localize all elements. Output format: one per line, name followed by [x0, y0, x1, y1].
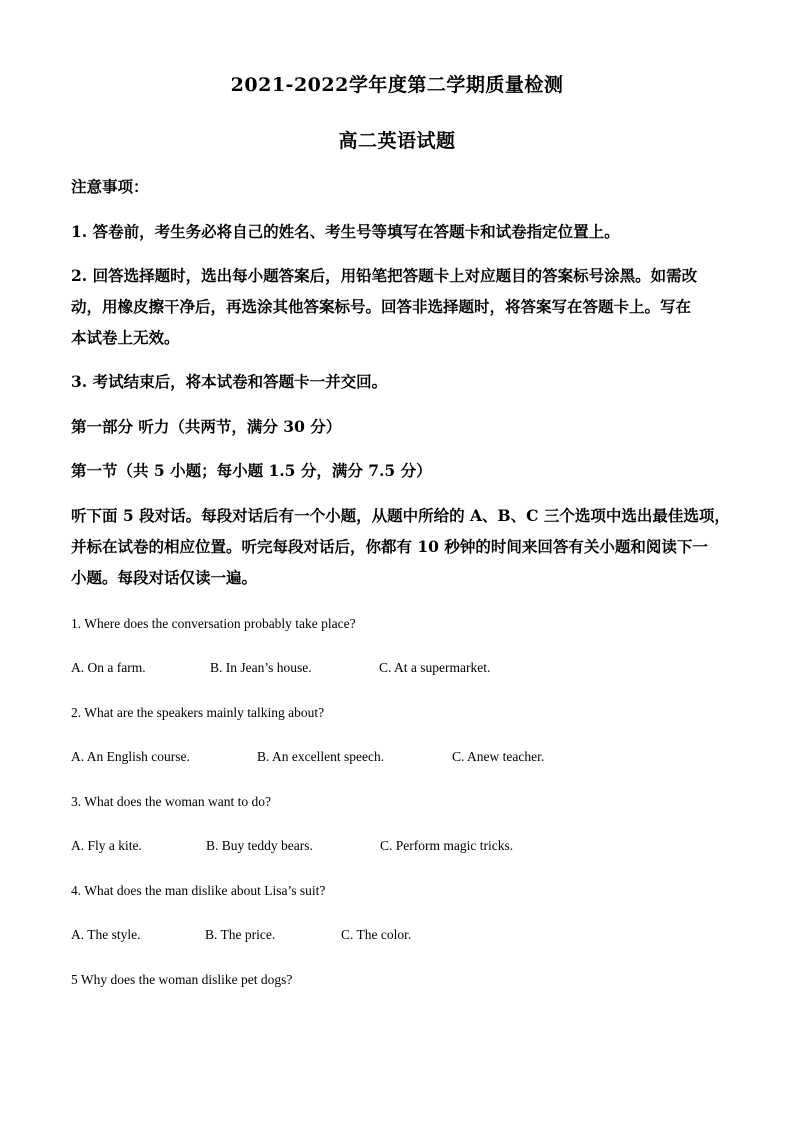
question-4-option-c: C. The color. — [341, 927, 412, 942]
question-4-stem: 4. What does the man dislike about Lisa’s suit? — [71, 883, 326, 898]
question-1-option-a: A. On a farm. — [71, 660, 146, 675]
question-2-option-b: B. An excellent speech. — [257, 749, 385, 764]
note-item-1: 1. 答卷前，考生务必将自己的姓名、考生号等填写在答题卡和试卷指定位置上。 — [71, 222, 620, 241]
section-one-heading: 第一节（共 5 小题；每小题 1.5 分，满分 7.5 分） — [71, 461, 432, 480]
question-1-option-b: B. In Jean’s house. — [210, 660, 312, 675]
part-one-heading: 第一部分 听力（共两节，满分 30 分） — [71, 417, 342, 436]
question-3-option-a: A. Fly a kite. — [71, 838, 142, 853]
question-1-option-c: C. At a supermarket. — [379, 660, 491, 675]
notes-heading: 注意事项： — [71, 177, 149, 196]
exam-subtitle: 高二英语试题 — [338, 130, 456, 152]
note-item-2-line-2: 动，用橡皮擦干净后，再选涂其他答案标号。回答非选择题时，将答案写在答题卡上。写在 — [71, 297, 692, 316]
question-4-option-b: B. The price. — [205, 927, 276, 942]
question-4-option-a: A. The style. — [71, 927, 141, 942]
instructions-line-3: 小题。每段对话仅读一遍。 — [71, 568, 258, 587]
question-2-option-a: A. An English course. — [71, 749, 190, 764]
question-3-stem: 3. What does the woman want to do? — [71, 794, 271, 809]
note-item-3: 3. 考试结束后，将本试卷和答题卡一并交回。 — [71, 372, 388, 391]
instructions-line-1: 听下面 5 段对话。每段对话后有一个小题，从题中所给的 A、B、C 三个选项中选出最佳选项， — [71, 506, 730, 525]
note-item-2-line-1: 2. 回答选择题时，选出每小题答案后，用铅笔把答题卡上对应题目的答案标号涂黑。如需改 — [71, 266, 698, 285]
instructions-line-2: 并标在试卷的相应位置。听完每段对话后，你都有 10 秒钟的时间来回答有关小题和阅读下一 — [71, 537, 708, 556]
question-2-stem: 2. What are the speakers mainly talking about? — [71, 705, 325, 720]
question-5-stem: 5 Why does the woman dislike pet dogs? — [71, 972, 293, 987]
note-item-2-line-3: 本试卷上无效。 — [71, 328, 180, 347]
question-1-stem: 1. Where does the conversation probably take place? — [71, 616, 356, 631]
question-3-option-b: B. Buy teddy bears. — [206, 838, 313, 853]
exam-title: 2021-2022学年度第二学期质量检测 — [230, 74, 564, 96]
question-2-option-c: C. Anew teacher. — [452, 749, 545, 764]
question-3-option-c: C. Perform magic tricks. — [380, 838, 514, 853]
